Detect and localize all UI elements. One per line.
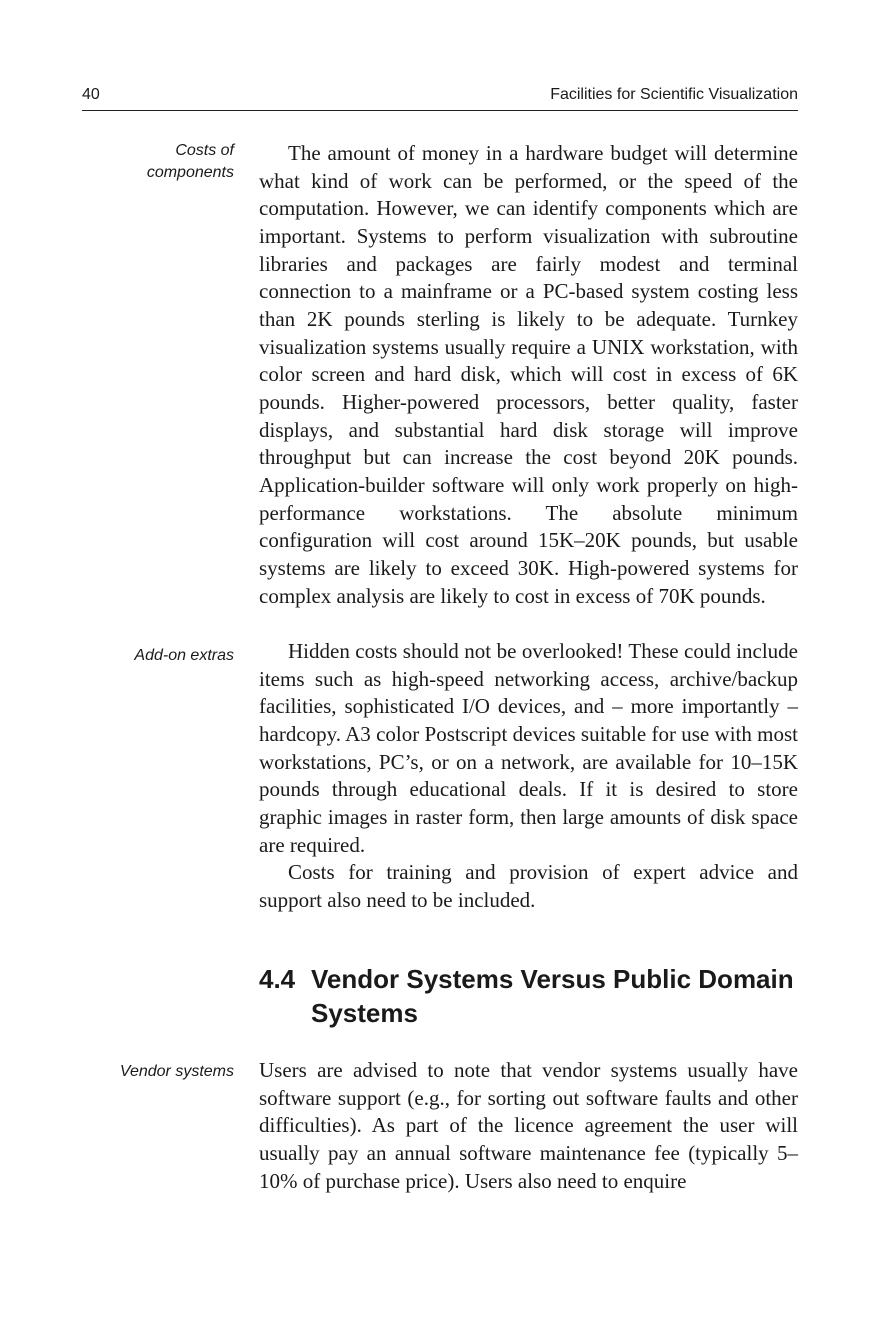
paragraph-training-costs: Costs for training and provision of expert advice and support also need to be included. (259, 860, 798, 912)
section-title: Vendor Systems Versus Public Domain Systems (311, 964, 794, 1028)
page-number: 40 (82, 86, 100, 103)
section-number: 4.4 (259, 964, 296, 994)
paragraph-costs-of-components: The amount of money in a hardware budget will determine what kind of work can be performed, or the speed of the computation. However, we can identify components which are important. Systems to perform visualization with subroutine libraries and packages are fairly modest and terminal connection to a mainframe or a PC-based system costing less than 2K pounds sterling is likely to be adequate. Turnkey visualization systems usually require a UNIX workstation, with color screen and hard disk, which will cost in excess of 6K pounds. Higher-powered processors, better quality, faster displays, and substantial hard disk storage will improve throughput but can increase the cost beyond 20K pounds. Application-builder software will only work properly on high-performance workstations. The absolute minimum configuration will cost around 15K–20K pounds, but usable systems are likely to exceed 30K. High-powered systems for complex analysis are likely to cost in excess of 70K pounds. (259, 141, 798, 608)
margin-note-vendor-systems: Vendor systems (119, 1063, 234, 1080)
running-header (82, 86, 798, 111)
section-heading (259, 962, 819, 1030)
paragraph-add-on-extras: Hidden costs should not be overlooked! These could include items such as high-speed networking access, archive/backup facilities, sophisticated I/O devices, and – more importantly – hardcopy. A3 color Postscript devices suitable for use with most workstations, PC’s, or on a network, are available for 10–15K pounds through educational deals. If it is desired to store graphic images in raster form, then large amounts of disk space are required. (259, 639, 798, 857)
margin-note-add-on-extras: Add-on extras (134, 647, 234, 664)
paragraph-vendor-systems: Users are advised to note that vendor systems usually have software support (e.g., for sorting out software faults and other difficulties). As part of the licence agreement the user will usually pay an annual software maintenance fee (typically 5–10% of purchase price). Users also need to enquire (259, 1058, 798, 1193)
running-title: Facilities for Scientific Visualization (550, 86, 798, 103)
margin-note-costs-of-components: Costs of components (146, 142, 234, 181)
